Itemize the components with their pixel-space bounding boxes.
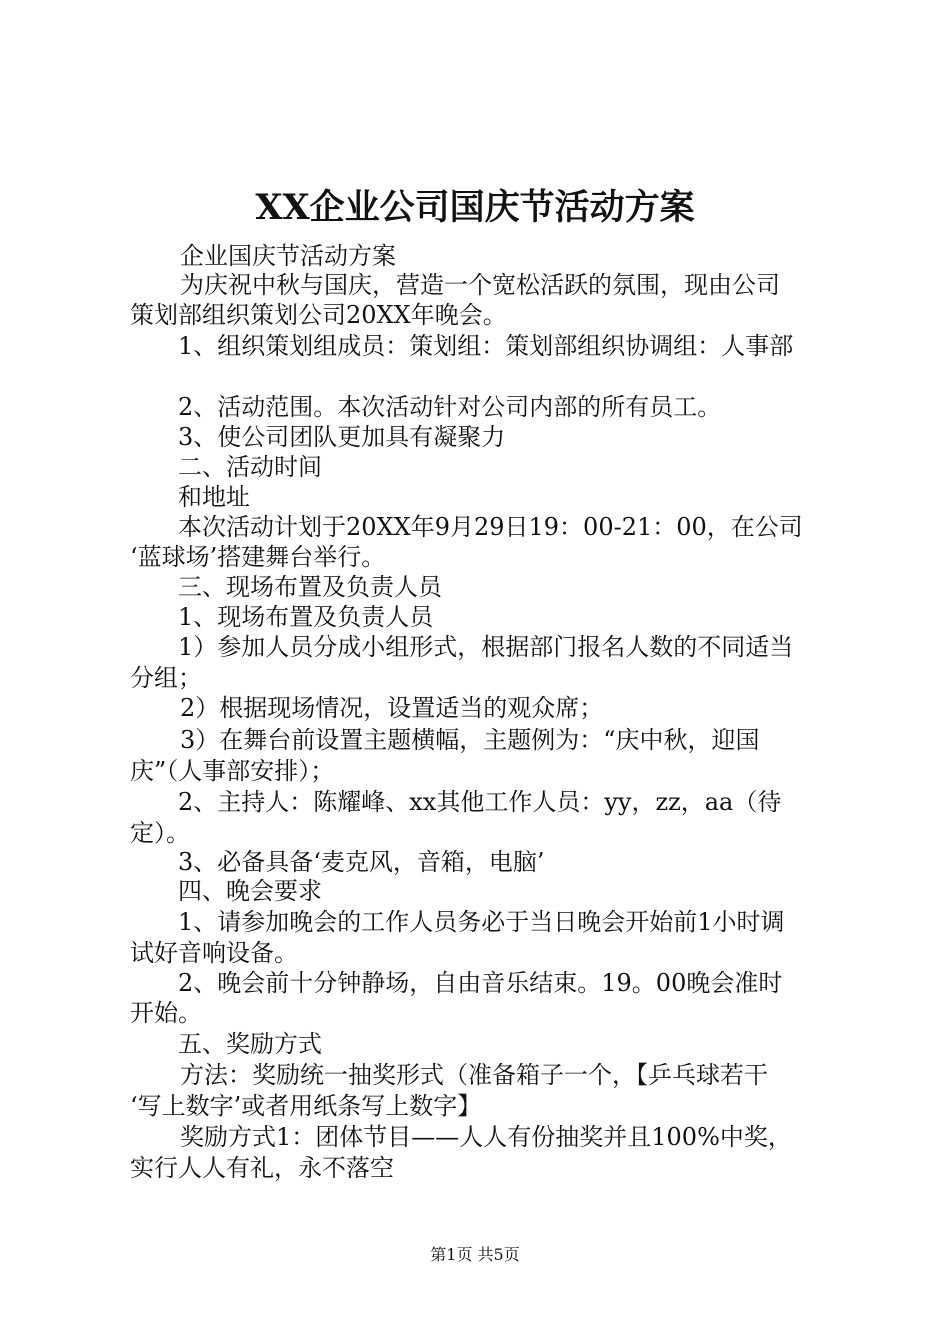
text-line: 3、使公司团队更加具有凝聚力 (178, 423, 506, 451)
text-line: 方法：奖励统一抽奖形式（准备箱子一个，【乒乓球若干 (180, 1061, 768, 1089)
text-line: 3、必备具备‘麦克风，音箱，电脑’ (178, 848, 545, 876)
text-line: 2）根据现场情况，设置适当的观众席； (180, 694, 604, 722)
text-line: ‘写上数字’或者用纸条写上数字】 (130, 1092, 482, 1120)
text-line: 二、活动时间 (178, 453, 322, 481)
text-line: 开始。 (130, 999, 202, 1027)
text-line: 1）参加人员分成小组形式，根据部门报名人数的不同适当 (178, 633, 794, 661)
text-line: 和地址 (178, 483, 250, 511)
text-line: 分组； (130, 664, 202, 692)
text-line: 2、主持人：陈耀峰、xx其他工作人员：yy，zz，aa（待 (178, 788, 782, 816)
text-line: 3）在舞台前设置主题横幅，主题例为：“庆中秋，迎国 (180, 726, 760, 754)
document-title: XX企业公司国庆节活动方案 (255, 187, 695, 228)
text-line: 实行人人有礼，永不落空 (130, 1154, 394, 1182)
text-line: 企业国庆节活动方案 (180, 242, 396, 270)
text-line: 1、现场布置及负责人员 (178, 603, 434, 631)
text-line: 四、晚会要求 (178, 877, 322, 905)
text-line: 2、晚会前十分钟静场，自由音乐结束。19。00晚会准时 (178, 969, 783, 997)
text-line: 策划部组织策划公司20XX年晚会。 (130, 301, 507, 329)
text-line: 三、现场布置及负责人员 (178, 573, 442, 601)
page-footer: 第1页 共5页 (430, 1245, 520, 1264)
text-line: 奖励方式1：团体节目——人人有份抽奖并且100%中奖， (180, 1123, 792, 1151)
text-line: 2、活动范围。本次活动针对公司内部的所有员工。 (178, 393, 722, 421)
text-line: ‘蓝球场’搭建舞台举行。 (130, 543, 386, 571)
text-line: 试好音响设备。 (130, 939, 298, 967)
text-line: 1、组织策划组成员：策划组：策划部组织协调组：人事部 (178, 332, 794, 360)
text-line: 五、奖励方式 (178, 1030, 322, 1058)
text-line: 1、请参加晚会的工作人员务必于当日晚会开始前1小时调 (178, 908, 785, 936)
text-line: 庆”（人事部安排）； (130, 757, 335, 785)
text-line: 本次活动计划于20XX年9月29日19：00-21：00，在公司 (178, 513, 803, 541)
text-line: 定）。 (130, 819, 190, 847)
text-line: 为庆祝中秋与国庆，营造一个宽松活跃的氛围，现由公司 (180, 271, 780, 299)
